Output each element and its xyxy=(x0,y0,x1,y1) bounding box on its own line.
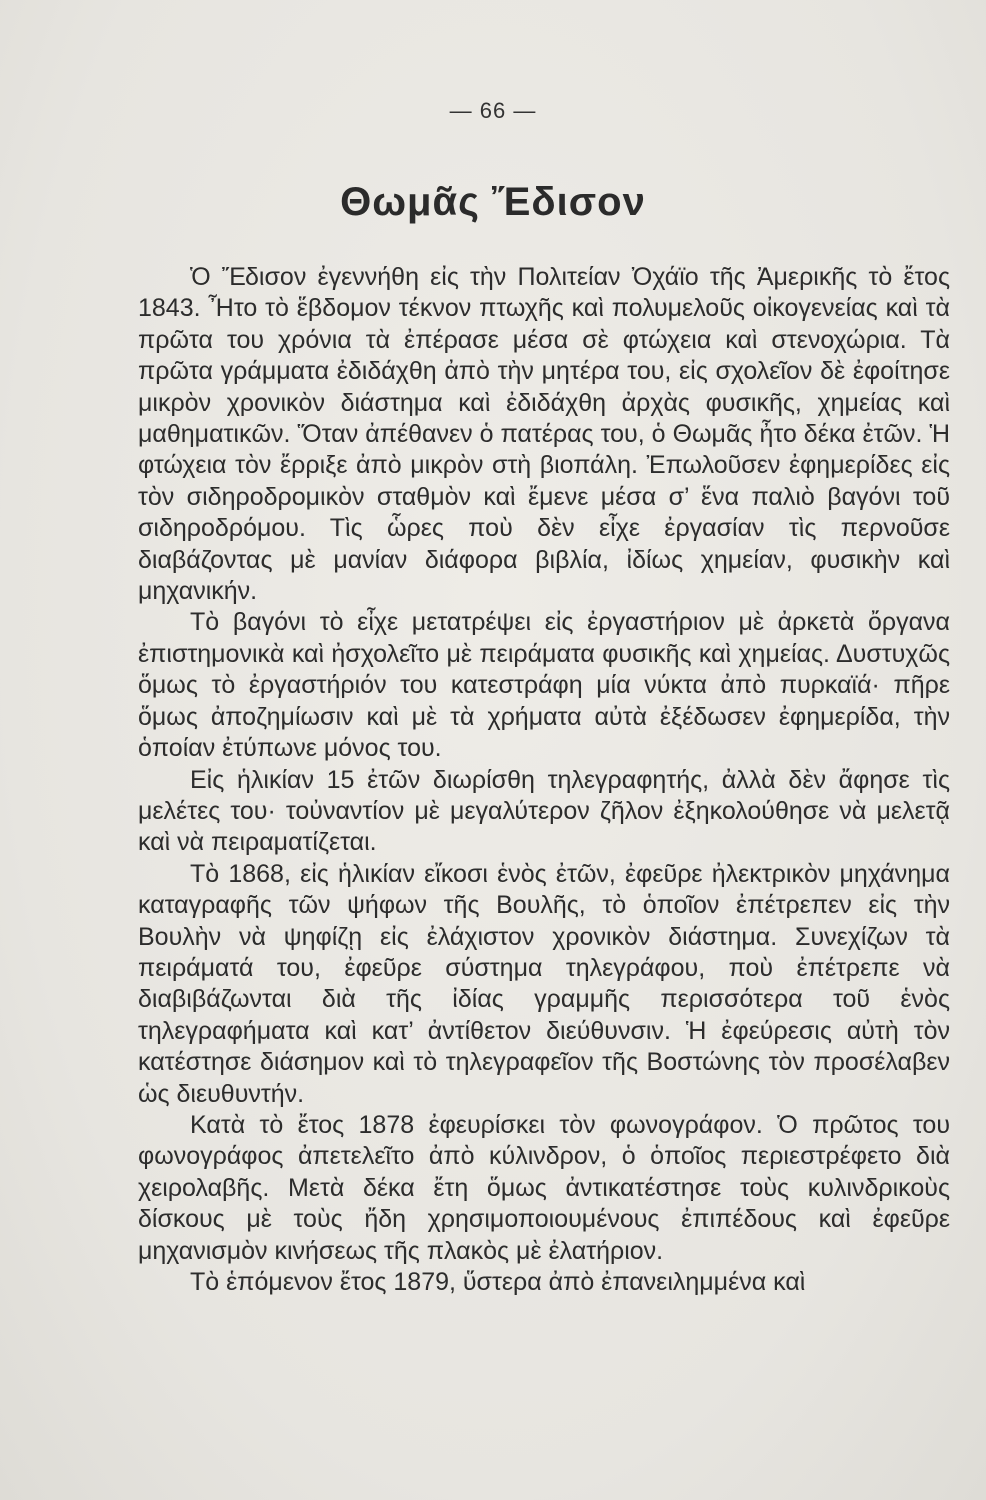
page-number: — 66 — xyxy=(449,98,537,123)
page-title: Θωμᾶς Ἔδισον xyxy=(340,180,646,224)
paragraph-2: Τὸ βαγόνι τὸ εἶχε μετατρέψει εἰς ἐργαστήριον μὲ ἀρκετὰ ὄργανα ἐπιστημονικὰ καὶ ἠσχολεῖτο μὲ πειράματα φυσικῆς καὶ χημείας. Δυστυχῶς ὅμως τὸ ἐργαστήριόν του κατεστράφη μία νύκτα ἀπὸ πυρκαϊά· πῆρε ὅμως ἀποζημίωσιν καὶ μὲ τὰ χρήματα αὐτὰ ἐξέδωσεν ἐφημερίδα, τὴν ὁποίαν ἐτύπωνε μόνος του. xyxy=(138,608,950,763)
paragraph-6: Τὸ ἑπόμενον ἔτος 1879, ὕστερα ἀπὸ ἐπανειλημμένα καὶ xyxy=(190,1268,806,1296)
paragraph-1: Ὁ Ἔδισον ἐγεννήθη εἰς τὴν Πολιτείαν Ὀχάϊο τῆς Ἀμερικῆς τὸ ἔτος 1843. Ἦτο τὸ ἕβδομον τέκνον πτωχῆς καὶ πολυμελοῦς οἰκογενείας καὶ τὰ πρῶτα του χρόνια τὰ ἐπέρασε μέσα σὲ φτώχεια καὶ στενοχώρια. Τὰ πρῶτα γράμματα ἐδιδάχθη ἀπὸ τὴν μητέρα του, εἰς σχολεῖον δὲ ἐφοίτησε μικρὸν χρονικὸν διάστημα καὶ ἐδιδάχθη ἀρχὰς φυσικῆς, χημείας καὶ μαθηματικῶν. Ὅταν ἀπέθανεν ὁ πατέρας του, ὁ Θωμᾶς ἦτο δέκα ἐτῶν. Ἡ φτώχεια τὸν ἔρριξε ἀπὸ μικρὸν στὴ βιοπάλη. Ἐπωλοῦσεν ἐφημερίδες εἰς τὸν σιδηροδρομικὸν σταθμὸν καὶ ἔμενε μέσα σ’ ἕνα παλιὸ βαγόνι τοῦ σιδηροδρόμου. Τὶς ὧρες ποὺ δὲν εἶχε ἐργασίαν τὶς περνοῦσε διαβάζοντας μὲ μανίαν διάφορα βιβλία, ἰδίως χημείαν, φυσικὴν καὶ μηχανικήν. xyxy=(138,263,950,606)
paragraph-5: Κατὰ τὸ ἔτος 1878 ἐφευρίσκει τὸν φωνογράφον. Ὁ πρῶτος του φωνογράφος ἀπετελεῖτο ἀπὸ κύλινδρον, ὁ ὁποῖος περιεστρέφετο διὰ χειρολαβῆς. Μετὰ δέκα ἔτη ὅμως ἀντικατέστησε τοὺς κυλινδρικοὺς δίσκους μὲ τοὺς ἤδη χρησιμοποιουμένους ἐπιπέδους καὶ ἐφεῦρε μηχανισμὸν κινήσεως τῆς πλακὸς μὲ ἐλατήριον. xyxy=(138,1110,950,1265)
article-body xyxy=(138,262,950,1298)
paragraph-3: Εἰς ἡλικίαν 15 ἐτῶν διωρίσθη τηλεγραφητής, ἀλλὰ δὲν ἄφησε τὶς μελέτες του· τοὐναντίον μὲ μεγαλύτερον ζῆλον ἐξηκολούθησε νὰ μελετᾷ καὶ νὰ πειραματίζεται. xyxy=(138,765,950,857)
paragraph-4: Τὸ 1868, εἰς ἡλικίαν εἴκοσι ἑνὸς ἐτῶν, ἐφεῦρε ἠλεκτρικὸν μηχάνημα καταγραφῆς τῶν ψήφων τῆς Βουλῆς, τὸ ὁποῖον ἐπέτρεπεν εἰς τὴν Βουλὴν νὰ ψηφίζῃ εἰς ἐλάχιστον χρονικὸν διάστημα. Συνεχίζων τὰ πειράματά του, ἐφεῦρε σύστημα τηλεγράφου, ποὺ ἐπέτρεπε νὰ διαβιβάζωνται διὰ τῆς ἰδίας γραμμῆς περισσότερα τοῦ ἑνὸς τηλεγραφήματα καὶ κατ’ ἀντίθετον διεύθυνσιν. Ἡ ἐφεύρεσις αὐτὴ τὸν κατέστησε διάσημον καὶ τὸ τηλεγραφεῖον τῆς Βοστώνης τὸν προσέλαβεν ὡς διευθυντήν. xyxy=(138,859,950,1108)
